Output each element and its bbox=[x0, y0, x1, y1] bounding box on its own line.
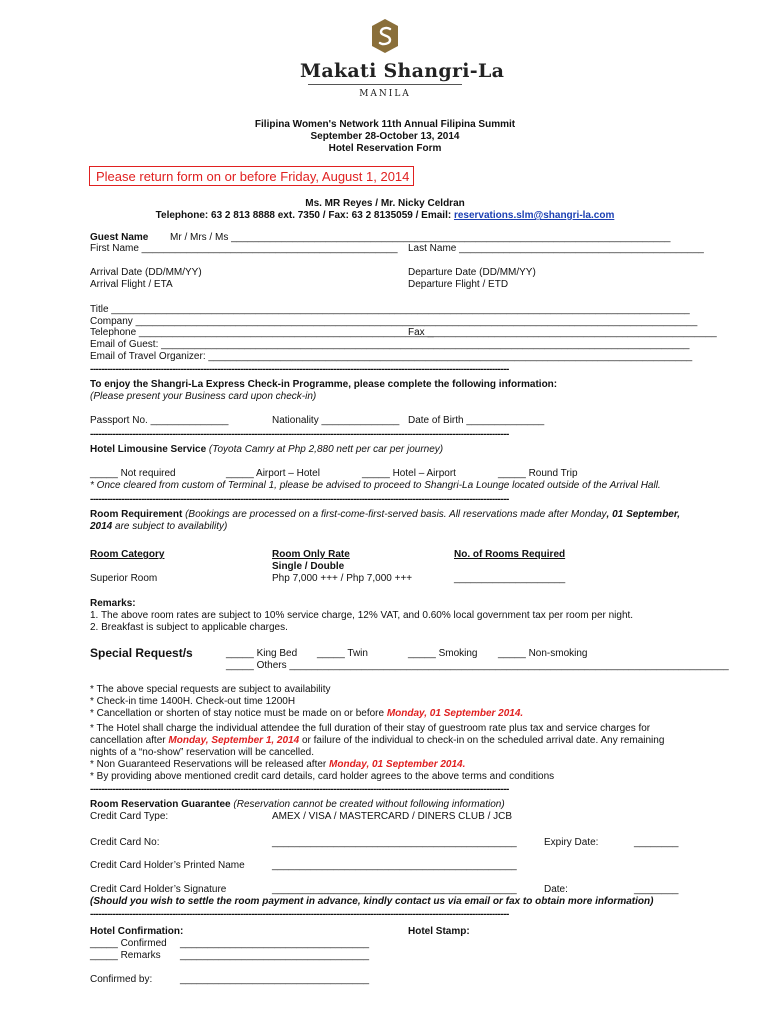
policy-non-guaranteed-date: Monday, 01 September 2014. bbox=[329, 759, 466, 770]
room-requirement-availability: are subject to availability) bbox=[112, 521, 228, 532]
limo-option-round-trip[interactable]: _____ Round Trip bbox=[498, 468, 578, 479]
rooms-required-header: No. of Rooms Required bbox=[454, 549, 566, 560]
remarks-line-2: 2. Breakfast is subject to applicable charges. bbox=[90, 622, 288, 633]
dob-field[interactable]: Date of Birth ______________ bbox=[408, 415, 545, 426]
policy-charge-line-1: * The Hotel shall charge the individual attendee the full duration of their stay of guestroom rate plus tax and service charges for bbox=[90, 723, 651, 734]
room-category-header: Room Category bbox=[90, 549, 165, 560]
passport-field[interactable]: Passport No. ______________ bbox=[90, 415, 229, 426]
remarks-field[interactable]: __________________________________ bbox=[180, 950, 370, 961]
signature-date-label: Date: bbox=[544, 884, 568, 895]
others-request-field[interactable]: _____ Others _______________________________________________________________________________ bbox=[226, 660, 729, 671]
signature-date-field[interactable]: ________ bbox=[634, 884, 679, 895]
limousine-terminal-note: * Once cleared from custom of Terminal 1, please be advised to proceed to Shangri-La Lounge located outside of the Arrival Hall. bbox=[90, 480, 661, 491]
section-divider: ---------------------------------------------------------------------------------------------------------------------------------------------------- bbox=[90, 784, 509, 795]
remarks-option[interactable]: _____ Remarks bbox=[90, 950, 161, 961]
contact-phone-fax: Telephone: 63 2 813 8888 ext. 7350 / Fax: 63 2 8135059 / Email: bbox=[155, 210, 454, 221]
event-title: Filipina Women's Network 11th Annual Filipina Summit bbox=[254, 119, 516, 130]
confirmed-by-field[interactable]: __________________________________ bbox=[180, 974, 370, 985]
room-requirement-date-a: , 01 bbox=[606, 509, 624, 520]
logo-rule bbox=[308, 84, 462, 85]
card-type-label: Credit Card Type: bbox=[90, 811, 169, 822]
policy-charge-date: Monday, September 1, 2014 bbox=[168, 735, 300, 746]
contact-details bbox=[0, 210, 770, 221]
form-title: Hotel Reservation Form bbox=[328, 143, 442, 154]
advance-payment-note: (Should you wish to settle the room payment in advance, kindly contact us via email or fax to obtain more information) bbox=[90, 896, 654, 907]
first-name-field[interactable]: First Name ______________________________________________ bbox=[90, 243, 398, 254]
confirmed-field[interactable]: __________________________________ bbox=[180, 938, 370, 949]
rooms-required-field[interactable]: ____________________ bbox=[454, 573, 566, 584]
policy-checkin-times: * Check-in time 1400H. Check-out time 1200H bbox=[90, 696, 296, 707]
confirmed-by-label: Confirmed by: bbox=[90, 974, 153, 985]
king-bed-option[interactable]: _____ King Bed bbox=[226, 648, 298, 659]
twin-option[interactable]: _____ Twin bbox=[317, 648, 368, 659]
limo-option-airport-hotel[interactable]: _____ Airport – Hotel bbox=[226, 468, 320, 479]
special-requests-heading: Special Request/s bbox=[90, 646, 193, 660]
policy-charge-line-2 bbox=[90, 735, 664, 746]
arrival-flight-field[interactable]: Arrival Flight / ETA bbox=[90, 279, 173, 290]
room-requirement-heading bbox=[90, 509, 680, 533]
hotel-location: MANILA bbox=[359, 89, 411, 99]
express-checkin-heading: To enjoy the Shangri-La Express Check-in Programme, please complete the following information: bbox=[90, 379, 558, 390]
expiry-date-label: Expiry Date: bbox=[544, 837, 599, 848]
guarantee-title: Room Reservation Guarantee bbox=[90, 799, 231, 810]
guest-name-label: Guest Name bbox=[90, 232, 149, 243]
limousine-heading bbox=[90, 444, 443, 455]
fax-field[interactable]: Fax ____________________________________________________ bbox=[408, 327, 717, 338]
room-rate-subheader: Single / Double bbox=[272, 561, 345, 572]
expiry-date-field[interactable]: ________ bbox=[634, 837, 679, 848]
guarantee-note: (Reservation cannot be created without following information) bbox=[230, 799, 505, 810]
section-divider: ---------------------------------------------------------------------------------------------------------------------------------------------------- bbox=[90, 429, 509, 440]
room-requirement-note: (Bookings are processed on a first-come-first-served basis. All reservations made after Monday bbox=[182, 509, 607, 520]
section-divider: ---------------------------------------------------------------------------------------------------------------------------------------------------- bbox=[90, 364, 509, 375]
policy-non-guaranteed bbox=[90, 759, 465, 770]
policy-card-agreement: * By providing above mentioned credit card details, card holder agrees to the above terms and conditions bbox=[90, 771, 555, 782]
limo-option-hotel-airport[interactable]: _____ Hotel – Airport bbox=[362, 468, 456, 479]
smoking-option[interactable]: _____ Smoking bbox=[408, 648, 478, 659]
hotel-stamp-label: Hotel Stamp: bbox=[408, 926, 470, 937]
holder-name-label: Credit Card Holder’s Printed Name bbox=[90, 860, 245, 871]
holder-signature-label: Credit Card Holder’s Signature bbox=[90, 884, 227, 895]
event-dates: September 28-October 13, 2014 bbox=[310, 131, 460, 142]
return-deadline-notice: Please return form on or before Friday, August 1, 2014 bbox=[89, 166, 414, 186]
remarks-heading: Remarks: bbox=[90, 598, 136, 609]
remarks-line-1: 1. The above room rates are subject to 10% service charge, 12% VAT, and 0.60% local government tax per room per night. bbox=[90, 610, 634, 621]
title-field[interactable]: Title ________________________________________________________________________________________________________ bbox=[90, 304, 690, 315]
salutation-field[interactable]: Mr / Mrs / Ms _______________________________________________________________________________ bbox=[170, 232, 671, 243]
arrival-date-field[interactable]: Arrival Date (DD/MM/YY) bbox=[90, 267, 202, 278]
section-divider: ---------------------------------------------------------------------------------------------------------------------------------------------------- bbox=[90, 494, 509, 505]
guarantee-heading bbox=[90, 799, 505, 810]
departure-date-field[interactable]: Departure Date (DD/MM/YY) bbox=[408, 267, 536, 278]
policy-charge-text-2: or failure of the individual to check-in on the scheduled arrival date. Any remaining bbox=[299, 735, 665, 746]
room-requirement-date-b: September, 2014 bbox=[90, 509, 680, 532]
room-rate-header: Room Only Rate bbox=[272, 549, 350, 560]
confirmed-option[interactable]: _____ Confirmed bbox=[90, 938, 167, 949]
limousine-title: Hotel Limousine Service bbox=[90, 444, 207, 455]
holder-name-field[interactable]: ____________________________________________ bbox=[272, 860, 517, 871]
room-rate-value: Php 7,000 +++ / Php 7,000 +++ bbox=[272, 573, 413, 584]
guest-email-field[interactable]: Email of Guest: _______________________________________________________________________________________________ bbox=[90, 339, 690, 350]
policy-cancellation-text: * Cancellation or shorten of stay notice must be made on or before bbox=[90, 708, 387, 719]
card-number-label: Credit Card No: bbox=[90, 837, 160, 848]
shangri-la-s-emblem bbox=[370, 18, 400, 54]
policy-non-guaranteed-text: * Non Guaranteed Reservations will be released after bbox=[90, 759, 330, 770]
company-field[interactable]: Company _____________________________________________________________________________________________________ bbox=[90, 316, 698, 327]
room-requirement-title: Room Requirement bbox=[90, 509, 183, 520]
policy-charge-text: cancellation after bbox=[90, 735, 169, 746]
policy-cancellation bbox=[90, 708, 523, 719]
limousine-price-note: (Toyota Camry at Php 2,880 nett per car per journey) bbox=[206, 444, 444, 455]
policy-availability: * The above special requests are subject to availability bbox=[90, 684, 331, 695]
organizer-email-field[interactable]: Email of Travel Organizer: _______________________________________________________________________________________ bbox=[90, 351, 693, 362]
last-name-field[interactable]: Last Name ____________________________________________ bbox=[408, 243, 704, 254]
card-number-field[interactable]: ____________________________________________ bbox=[272, 837, 517, 848]
hotel-name: Makati Shangri-La bbox=[300, 60, 505, 82]
express-checkin-note: (Please present your Business card upon check-in) bbox=[90, 391, 317, 402]
non-smoking-option[interactable]: _____ Non-smoking bbox=[498, 648, 588, 659]
card-type-options[interactable]: AMEX / VISA / MASTERCARD / DINERS CLUB / JCB bbox=[272, 811, 513, 822]
telephone-field[interactable]: Telephone _____________________________________________________ bbox=[90, 327, 434, 338]
policy-no-show: nights of a “no-show” reservation will be cancelled. bbox=[90, 747, 314, 758]
hotel-confirmation-heading: Hotel Confirmation: bbox=[90, 926, 184, 937]
holder-signature-field[interactable]: ____________________________________________ bbox=[272, 884, 517, 895]
contact-names: Ms. MR Reyes / Mr. Nicky Celdran bbox=[305, 198, 465, 209]
contact-email-link[interactable]: reservations.slm@shangri-la.com bbox=[453, 210, 615, 221]
policy-cancellation-date: Monday, 01 September 2014. bbox=[386, 708, 524, 719]
nationality-field[interactable]: Nationality ______________ bbox=[272, 415, 400, 426]
room-category-value: Superior Room bbox=[90, 573, 158, 584]
departure-flight-field[interactable]: Departure Flight / ETD bbox=[408, 279, 509, 290]
limo-option-not-required[interactable]: _____ Not required bbox=[90, 468, 176, 479]
section-divider: ---------------------------------------------------------------------------------------------------------------------------------------------------- bbox=[90, 909, 509, 920]
